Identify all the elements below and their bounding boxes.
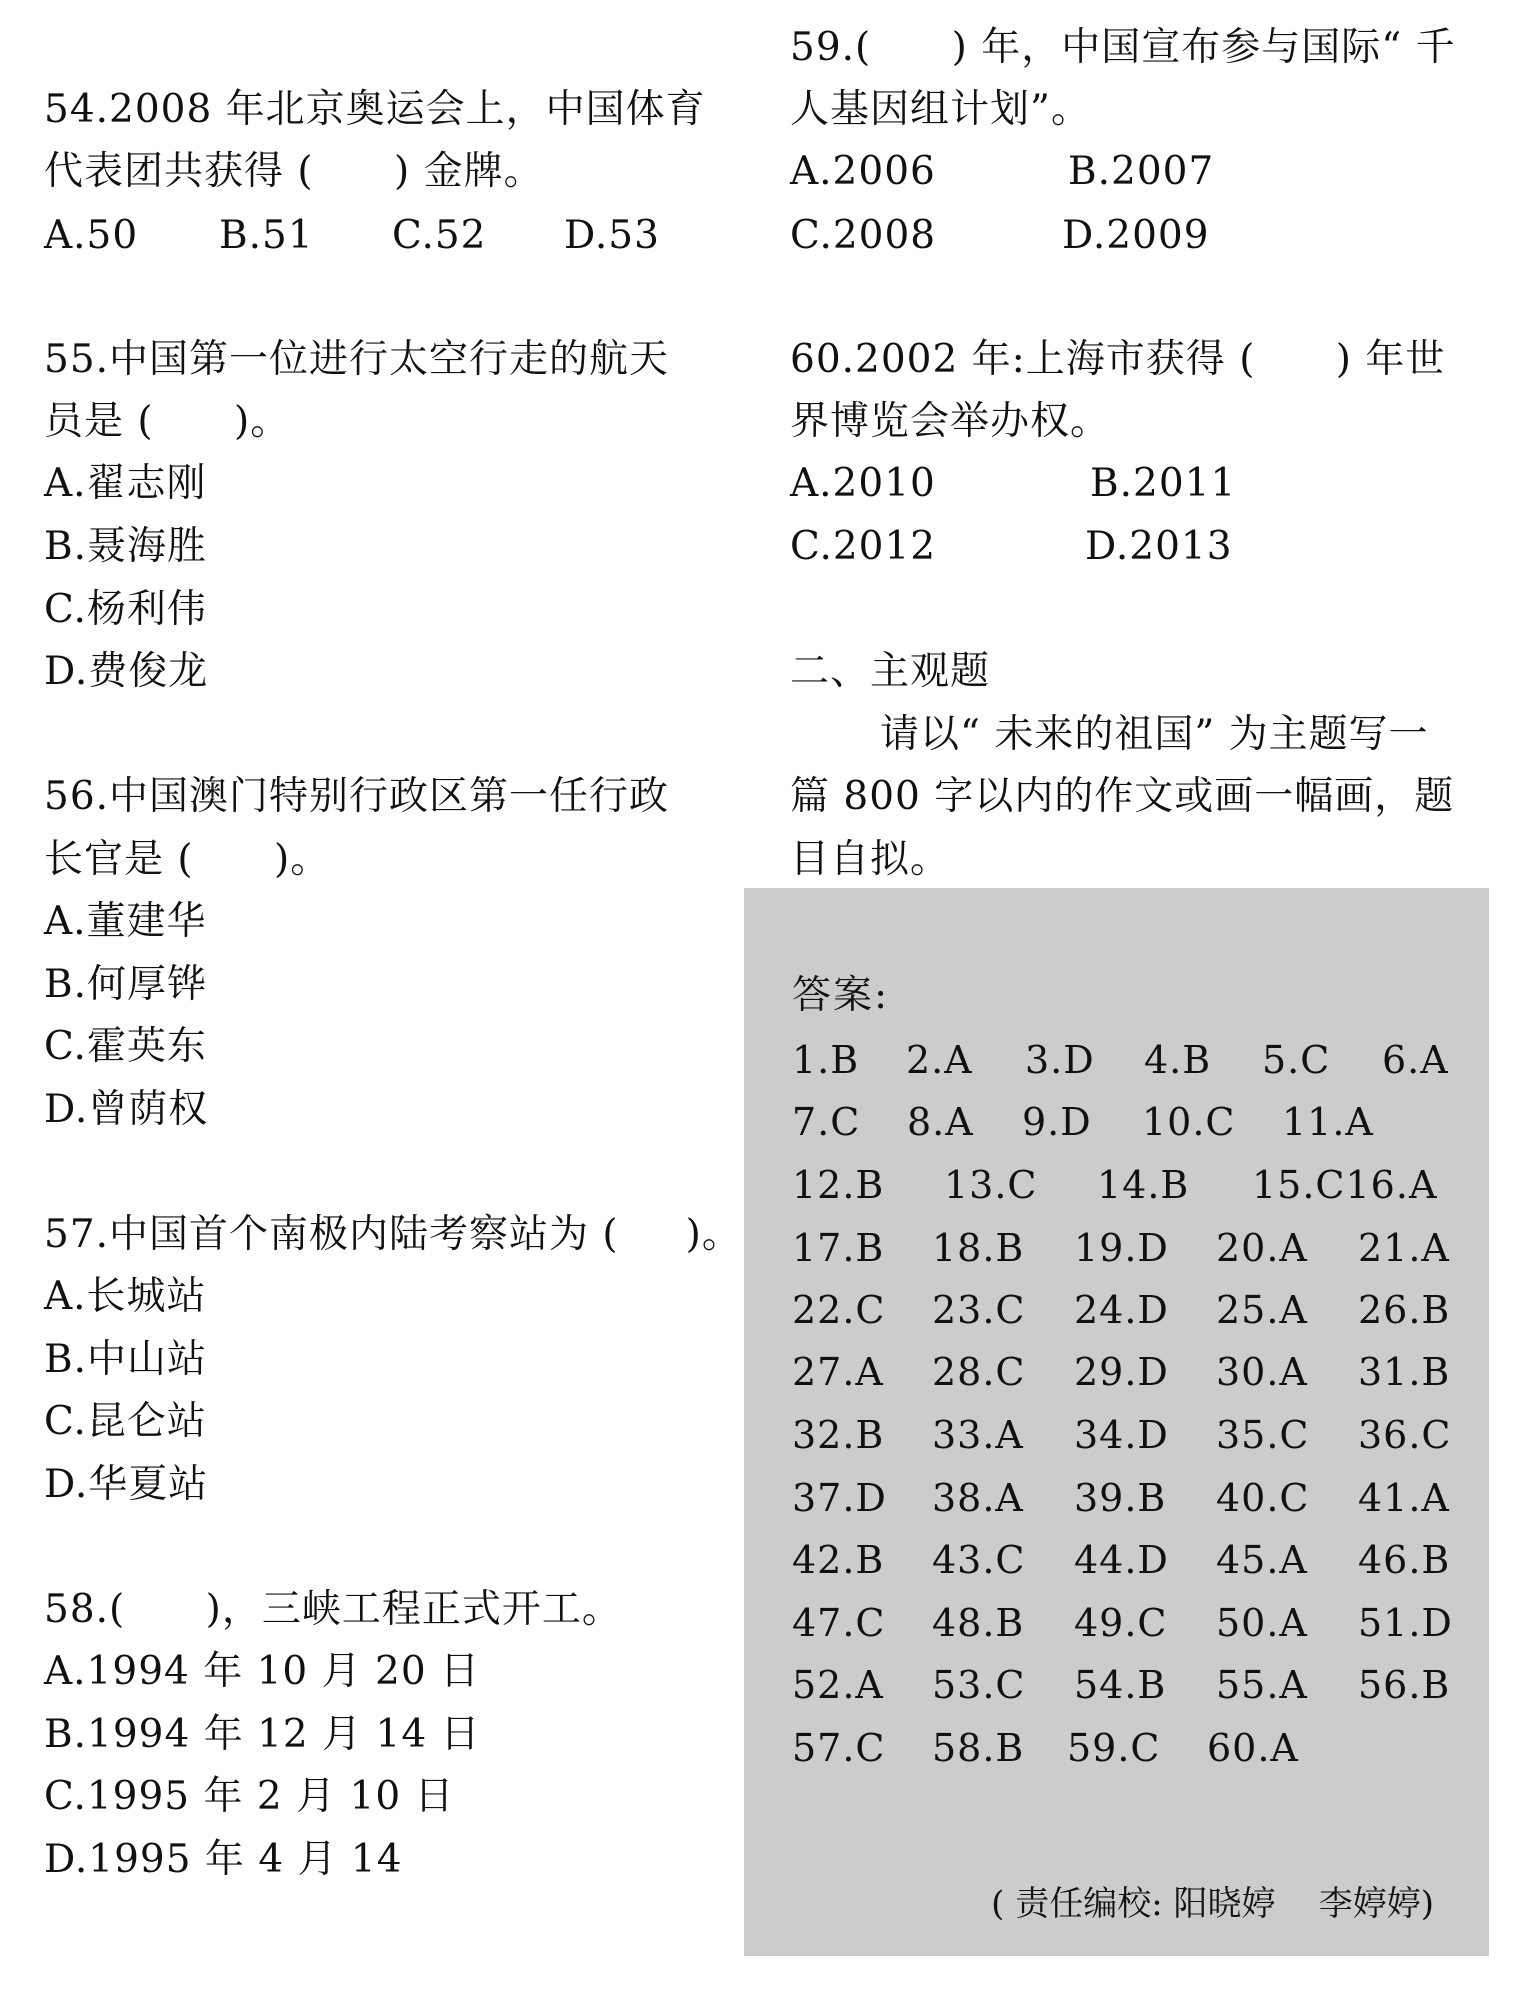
answer-item: 8.A	[907, 1100, 974, 1144]
question-57-option-b: B.中山站	[44, 1337, 208, 1382]
answer-row-8	[792, 1476, 1472, 1520]
question-58-option-a: A.1994 年 10 月 20 日	[44, 1649, 481, 1694]
answer-item: 41.A	[1358, 1476, 1450, 1520]
answer-item: 31.B	[1358, 1350, 1451, 1394]
option-d: D.2009	[1062, 213, 1210, 258]
answer-item: 7.C	[792, 1100, 861, 1144]
answer-item: 52.A	[792, 1663, 884, 1707]
answer-item: 15.C16.A	[1252, 1163, 1438, 1207]
answer-item: 37.D	[792, 1476, 887, 1520]
answer-item: 10.C	[1142, 1100, 1236, 1144]
answer-item: 22.C	[792, 1288, 886, 1332]
question-60-line-1: 60.2002 年:上海市获得 ( ) 年世	[790, 337, 1446, 382]
answer-item: 13.C	[944, 1163, 1038, 1207]
answer-item: 21.A	[1358, 1226, 1450, 1270]
answer-item: 5.C	[1262, 1038, 1331, 1082]
answer-item: 34.D	[1074, 1413, 1169, 1457]
answer-item: 25.A	[1216, 1288, 1308, 1332]
answer-row-4	[792, 1226, 1472, 1270]
answer-item: 24.D	[1074, 1288, 1169, 1332]
answer-row-1	[792, 1038, 1472, 1082]
answer-item: 2.A	[906, 1038, 973, 1082]
option-c: C.52	[392, 213, 487, 258]
question-58-option-b: B.1994 年 12 月 14 日	[44, 1712, 481, 1757]
subjective-line-1: 请以“ 未来的祖国” 为主题写一	[880, 712, 1429, 757]
answer-item: 26.B	[1358, 1288, 1451, 1332]
answer-item: 38.A	[932, 1476, 1024, 1520]
answer-item: 35.C	[1216, 1413, 1310, 1457]
question-58-line-1: 58.( )，三峡工程正式开工。	[44, 1587, 622, 1632]
question-57-option-a: A.长城站	[44, 1274, 207, 1319]
answer-item: 9.D	[1022, 1100, 1092, 1144]
question-56-option-d: D.曾荫权	[44, 1087, 209, 1132]
question-56-option-b: B.何厚铧	[44, 962, 208, 1007]
answer-item: 60.A	[1207, 1726, 1299, 1770]
answer-item: 32.B	[792, 1413, 885, 1457]
answer-row-5	[792, 1288, 1472, 1332]
answer-row-11	[792, 1663, 1472, 1707]
question-56-line-2: 长官是 ( )。	[44, 837, 331, 882]
answer-item: 44.D	[1074, 1538, 1169, 1582]
option-a: A.2010	[790, 461, 936, 506]
answer-item: 49.C	[1074, 1601, 1168, 1645]
question-55-line-2: 员是 ( )。	[44, 399, 291, 444]
answer-item: 4.B	[1144, 1038, 1212, 1082]
answer-item: 54.B	[1074, 1663, 1167, 1707]
answer-item: 30.A	[1216, 1350, 1308, 1394]
answer-row-9	[792, 1538, 1472, 1582]
answer-item: 42.B	[792, 1538, 885, 1582]
question-59-line-1: 59.( ) 年，中国宣布参与国际“ 千	[790, 25, 1456, 70]
question-58-option-d: D.1995 年 4 月 14	[44, 1837, 403, 1882]
answer-item: 6.A	[1382, 1038, 1449, 1082]
answer-item: 36.C	[1358, 1413, 1452, 1457]
answer-item: 3.D	[1025, 1038, 1095, 1082]
answer-item: 19.D	[1074, 1226, 1169, 1270]
answer-item: 53.C	[932, 1663, 1026, 1707]
answer-item: 17.B	[792, 1226, 885, 1270]
option-c: C.2012	[790, 524, 937, 569]
answer-item: 56.B	[1358, 1663, 1451, 1707]
answer-row-3	[792, 1163, 1472, 1207]
answer-item: 57.C	[792, 1726, 886, 1770]
editor-credit: ( 责任编校: 阳晓婷 李婷婷)	[991, 1884, 1434, 1924]
answer-item: 50.A	[1216, 1601, 1308, 1645]
option-a: A.50	[44, 213, 139, 258]
question-55-option-c: C.杨利伟	[44, 587, 207, 632]
option-b: B.2011	[1090, 461, 1237, 506]
option-d: D.2013	[1085, 524, 1233, 569]
question-59-line-2: 人基因组计划”。	[790, 87, 1091, 132]
subjective-heading: 二、主观题	[790, 649, 991, 694]
answer-item: 58.B	[932, 1726, 1025, 1770]
answer-item: 40.C	[1216, 1476, 1310, 1520]
answer-item: 43.C	[932, 1538, 1026, 1582]
answer-item: 46.B	[1358, 1538, 1451, 1582]
option-a: A.2006	[790, 149, 936, 194]
answer-item: 59.C	[1067, 1726, 1161, 1770]
answer-item: 47.C	[792, 1601, 886, 1645]
question-57-option-c: C.昆仑站	[44, 1399, 207, 1444]
option-b: B.2007	[1068, 149, 1215, 194]
answer-item: 14.B	[1097, 1163, 1190, 1207]
question-55-option-b: B.聂海胜	[44, 524, 208, 569]
answer-row-2	[792, 1100, 1472, 1144]
question-55-line-1: 55.中国第一位进行太空行走的航天	[44, 337, 670, 382]
answer-item: 20.A	[1216, 1226, 1308, 1270]
subjective-line-2: 篇 800 字以内的作文或画一幅画，题	[790, 774, 1455, 819]
answer-item: 29.D	[1074, 1350, 1169, 1394]
answer-item: 18.B	[932, 1226, 1025, 1270]
answer-item: 48.B	[932, 1601, 1025, 1645]
question-57-option-d: D.华夏站	[44, 1462, 209, 1507]
answer-box	[744, 888, 1489, 1956]
answer-item: 51.D	[1358, 1601, 1453, 1645]
answer-item: 33.A	[932, 1413, 1024, 1457]
question-58-option-c: C.1995 年 2 月 10 日	[44, 1774, 455, 1819]
answer-row-6	[792, 1350, 1472, 1394]
question-56-option-c: C.霍英东	[44, 1024, 207, 1069]
answer-row-10	[792, 1601, 1472, 1645]
answer-item: 55.A	[1216, 1663, 1308, 1707]
answer-item: 12.B	[792, 1163, 885, 1207]
answer-item: 45.A	[1216, 1538, 1308, 1582]
answer-item: 28.C	[932, 1350, 1026, 1394]
answer-row-12	[792, 1726, 1472, 1770]
question-54-line-2: 代表团共获得 ( ) 金牌。	[44, 149, 544, 194]
question-54-line-1: 54.2008 年北京奥运会上，中国体育	[44, 87, 706, 132]
option-b: B.51	[219, 213, 314, 258]
option-d: D.53	[564, 213, 660, 258]
question-55-option-d: D.费俊龙	[44, 649, 209, 694]
answer-item: 39.B	[1074, 1476, 1167, 1520]
answer-item: 1.B	[792, 1038, 860, 1082]
answer-item: 27.A	[792, 1350, 884, 1394]
answer-row-7	[792, 1413, 1472, 1457]
question-55-option-a: A.翟志刚	[44, 461, 207, 506]
question-57-line-1: 57.中国首个南极内陆考察站为 ( )。	[44, 1212, 742, 1257]
question-56-option-a: A.董建华	[44, 899, 207, 944]
answer-item: 23.C	[932, 1288, 1026, 1332]
option-c: C.2008	[790, 213, 937, 258]
question-60-line-2: 界博览会举办权。	[790, 399, 1111, 444]
answer-title: 答案:	[792, 973, 890, 1018]
answer-item: 11.A	[1282, 1100, 1374, 1144]
subjective-line-3: 目自拟。	[790, 837, 951, 882]
question-56-line-1: 56.中国澳门特别行政区第一任行政	[44, 774, 670, 819]
